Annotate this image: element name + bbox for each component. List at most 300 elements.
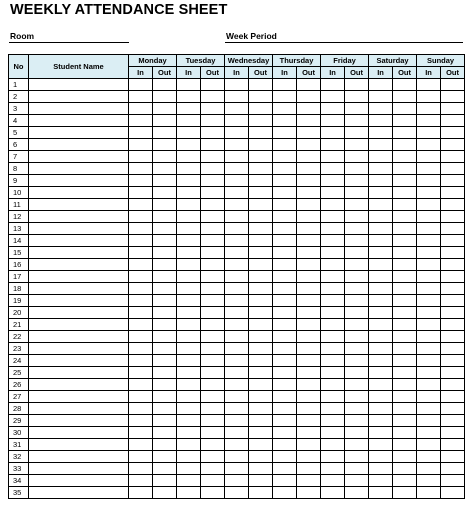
in-cell-thursday[interactable] <box>273 199 297 211</box>
in-cell-wednesday[interactable] <box>225 451 249 463</box>
out-cell-friday[interactable] <box>345 271 369 283</box>
in-cell-thursday[interactable] <box>273 187 297 199</box>
in-cell-friday[interactable] <box>321 79 345 91</box>
out-cell-saturday[interactable] <box>393 307 417 319</box>
out-cell-friday[interactable] <box>345 79 369 91</box>
out-cell-monday[interactable] <box>153 307 177 319</box>
in-cell-friday[interactable] <box>321 175 345 187</box>
out-cell-friday[interactable] <box>345 139 369 151</box>
out-cell-tuesday[interactable] <box>201 463 225 475</box>
in-cell-sunday[interactable] <box>417 403 441 415</box>
out-cell-friday[interactable] <box>345 115 369 127</box>
out-cell-wednesday[interactable] <box>249 247 273 259</box>
out-cell-tuesday[interactable] <box>201 259 225 271</box>
in-cell-monday[interactable] <box>129 91 153 103</box>
out-cell-thursday[interactable] <box>297 379 321 391</box>
out-cell-wednesday[interactable] <box>249 295 273 307</box>
in-cell-friday[interactable] <box>321 343 345 355</box>
in-cell-tuesday[interactable] <box>177 415 201 427</box>
out-cell-tuesday[interactable] <box>201 439 225 451</box>
out-cell-tuesday[interactable] <box>201 91 225 103</box>
out-cell-sunday[interactable] <box>441 271 465 283</box>
in-cell-tuesday[interactable] <box>177 259 201 271</box>
student-name-cell[interactable] <box>29 319 129 331</box>
out-cell-friday[interactable] <box>345 439 369 451</box>
out-cell-friday[interactable] <box>345 151 369 163</box>
out-cell-tuesday[interactable] <box>201 415 225 427</box>
out-cell-saturday[interactable] <box>393 403 417 415</box>
out-cell-saturday[interactable] <box>393 355 417 367</box>
out-cell-tuesday[interactable] <box>201 403 225 415</box>
student-name-cell[interactable] <box>29 139 129 151</box>
out-cell-sunday[interactable] <box>441 139 465 151</box>
in-cell-tuesday[interactable] <box>177 79 201 91</box>
in-cell-thursday[interactable] <box>273 391 297 403</box>
in-cell-tuesday[interactable] <box>177 319 201 331</box>
out-cell-monday[interactable] <box>153 367 177 379</box>
in-cell-monday[interactable] <box>129 331 153 343</box>
out-cell-tuesday[interactable] <box>201 475 225 487</box>
in-cell-friday[interactable] <box>321 439 345 451</box>
out-cell-monday[interactable] <box>153 343 177 355</box>
in-cell-monday[interactable] <box>129 319 153 331</box>
in-cell-monday[interactable] <box>129 283 153 295</box>
in-cell-wednesday[interactable] <box>225 175 249 187</box>
in-cell-saturday[interactable] <box>369 259 393 271</box>
in-cell-tuesday[interactable] <box>177 175 201 187</box>
in-cell-monday[interactable] <box>129 367 153 379</box>
out-cell-friday[interactable] <box>345 91 369 103</box>
out-cell-saturday[interactable] <box>393 343 417 355</box>
out-cell-thursday[interactable] <box>297 451 321 463</box>
out-cell-saturday[interactable] <box>393 331 417 343</box>
out-cell-sunday[interactable] <box>441 451 465 463</box>
out-cell-monday[interactable] <box>153 139 177 151</box>
out-cell-thursday[interactable] <box>297 187 321 199</box>
out-cell-monday[interactable] <box>153 475 177 487</box>
out-cell-thursday[interactable] <box>297 427 321 439</box>
in-cell-saturday[interactable] <box>369 223 393 235</box>
out-cell-friday[interactable] <box>345 355 369 367</box>
out-cell-friday[interactable] <box>345 463 369 475</box>
in-cell-saturday[interactable] <box>369 319 393 331</box>
out-cell-sunday[interactable] <box>441 199 465 211</box>
in-cell-friday[interactable] <box>321 415 345 427</box>
in-cell-friday[interactable] <box>321 115 345 127</box>
in-cell-tuesday[interactable] <box>177 343 201 355</box>
student-name-cell[interactable] <box>29 415 129 427</box>
in-cell-friday[interactable] <box>321 91 345 103</box>
in-cell-sunday[interactable] <box>417 115 441 127</box>
out-cell-thursday[interactable] <box>297 295 321 307</box>
in-cell-friday[interactable] <box>321 487 345 499</box>
in-cell-wednesday[interactable] <box>225 415 249 427</box>
in-cell-saturday[interactable] <box>369 211 393 223</box>
out-cell-friday[interactable] <box>345 199 369 211</box>
out-cell-wednesday[interactable] <box>249 475 273 487</box>
out-cell-saturday[interactable] <box>393 367 417 379</box>
in-cell-saturday[interactable] <box>369 199 393 211</box>
in-cell-wednesday[interactable] <box>225 439 249 451</box>
out-cell-tuesday[interactable] <box>201 391 225 403</box>
in-cell-friday[interactable] <box>321 427 345 439</box>
in-cell-thursday[interactable] <box>273 439 297 451</box>
in-cell-saturday[interactable] <box>369 283 393 295</box>
out-cell-saturday[interactable] <box>393 463 417 475</box>
out-cell-thursday[interactable] <box>297 79 321 91</box>
in-cell-thursday[interactable] <box>273 175 297 187</box>
in-cell-friday[interactable] <box>321 355 345 367</box>
out-cell-saturday[interactable] <box>393 223 417 235</box>
out-cell-tuesday[interactable] <box>201 115 225 127</box>
out-cell-saturday[interactable] <box>393 163 417 175</box>
out-cell-friday[interactable] <box>345 283 369 295</box>
in-cell-wednesday[interactable] <box>225 367 249 379</box>
in-cell-sunday[interactable] <box>417 223 441 235</box>
student-name-cell[interactable] <box>29 295 129 307</box>
in-cell-friday[interactable] <box>321 259 345 271</box>
in-cell-sunday[interactable] <box>417 343 441 355</box>
in-cell-wednesday[interactable] <box>225 199 249 211</box>
in-cell-monday[interactable] <box>129 439 153 451</box>
in-cell-monday[interactable] <box>129 139 153 151</box>
in-cell-friday[interactable] <box>321 451 345 463</box>
in-cell-sunday[interactable] <box>417 91 441 103</box>
in-cell-friday[interactable] <box>321 283 345 295</box>
in-cell-friday[interactable] <box>321 295 345 307</box>
out-cell-wednesday[interactable] <box>249 139 273 151</box>
in-cell-tuesday[interactable] <box>177 211 201 223</box>
in-cell-wednesday[interactable] <box>225 247 249 259</box>
out-cell-wednesday[interactable] <box>249 271 273 283</box>
in-cell-wednesday[interactable] <box>225 463 249 475</box>
out-cell-sunday[interactable] <box>441 283 465 295</box>
out-cell-thursday[interactable] <box>297 283 321 295</box>
out-cell-tuesday[interactable] <box>201 79 225 91</box>
in-cell-tuesday[interactable] <box>177 283 201 295</box>
student-name-cell[interactable] <box>29 451 129 463</box>
out-cell-wednesday[interactable] <box>249 391 273 403</box>
out-cell-sunday[interactable] <box>441 223 465 235</box>
out-cell-sunday[interactable] <box>441 259 465 271</box>
in-cell-friday[interactable] <box>321 463 345 475</box>
student-name-cell[interactable] <box>29 367 129 379</box>
out-cell-saturday[interactable] <box>393 271 417 283</box>
in-cell-wednesday[interactable] <box>225 163 249 175</box>
student-name-cell[interactable] <box>29 331 129 343</box>
out-cell-monday[interactable] <box>153 163 177 175</box>
in-cell-thursday[interactable] <box>273 475 297 487</box>
in-cell-tuesday[interactable] <box>177 475 201 487</box>
in-cell-friday[interactable] <box>321 235 345 247</box>
in-cell-thursday[interactable] <box>273 331 297 343</box>
out-cell-monday[interactable] <box>153 247 177 259</box>
out-cell-tuesday[interactable] <box>201 331 225 343</box>
out-cell-sunday[interactable] <box>441 151 465 163</box>
student-name-cell[interactable] <box>29 151 129 163</box>
in-cell-tuesday[interactable] <box>177 427 201 439</box>
out-cell-friday[interactable] <box>345 211 369 223</box>
out-cell-monday[interactable] <box>153 355 177 367</box>
in-cell-saturday[interactable] <box>369 343 393 355</box>
in-cell-monday[interactable] <box>129 427 153 439</box>
in-cell-thursday[interactable] <box>273 115 297 127</box>
out-cell-saturday[interactable] <box>393 247 417 259</box>
in-cell-thursday[interactable] <box>273 151 297 163</box>
out-cell-saturday[interactable] <box>393 439 417 451</box>
out-cell-thursday[interactable] <box>297 355 321 367</box>
in-cell-monday[interactable] <box>129 295 153 307</box>
in-cell-sunday[interactable] <box>417 319 441 331</box>
out-cell-saturday[interactable] <box>393 295 417 307</box>
in-cell-saturday[interactable] <box>369 427 393 439</box>
out-cell-monday[interactable] <box>153 391 177 403</box>
out-cell-sunday[interactable] <box>441 91 465 103</box>
in-cell-tuesday[interactable] <box>177 223 201 235</box>
in-cell-monday[interactable] <box>129 187 153 199</box>
out-cell-wednesday[interactable] <box>249 91 273 103</box>
in-cell-tuesday[interactable] <box>177 163 201 175</box>
student-name-cell[interactable] <box>29 487 129 499</box>
out-cell-friday[interactable] <box>345 127 369 139</box>
out-cell-thursday[interactable] <box>297 307 321 319</box>
in-cell-tuesday[interactable] <box>177 463 201 475</box>
in-cell-saturday[interactable] <box>369 307 393 319</box>
out-cell-thursday[interactable] <box>297 199 321 211</box>
out-cell-friday[interactable] <box>345 103 369 115</box>
in-cell-tuesday[interactable] <box>177 91 201 103</box>
out-cell-thursday[interactable] <box>297 259 321 271</box>
in-cell-tuesday[interactable] <box>177 331 201 343</box>
out-cell-monday[interactable] <box>153 151 177 163</box>
in-cell-monday[interactable] <box>129 391 153 403</box>
out-cell-thursday[interactable] <box>297 91 321 103</box>
out-cell-monday[interactable] <box>153 175 177 187</box>
out-cell-tuesday[interactable] <box>201 139 225 151</box>
out-cell-sunday[interactable] <box>441 427 465 439</box>
out-cell-sunday[interactable] <box>441 403 465 415</box>
student-name-cell[interactable] <box>29 439 129 451</box>
out-cell-friday[interactable] <box>345 319 369 331</box>
out-cell-tuesday[interactable] <box>201 271 225 283</box>
out-cell-thursday[interactable] <box>297 163 321 175</box>
in-cell-sunday[interactable] <box>417 295 441 307</box>
out-cell-thursday[interactable] <box>297 151 321 163</box>
out-cell-wednesday[interactable] <box>249 331 273 343</box>
in-cell-friday[interactable] <box>321 319 345 331</box>
in-cell-monday[interactable] <box>129 223 153 235</box>
in-cell-thursday[interactable] <box>273 235 297 247</box>
student-name-cell[interactable] <box>29 379 129 391</box>
student-name-cell[interactable] <box>29 199 129 211</box>
out-cell-thursday[interactable] <box>297 463 321 475</box>
in-cell-saturday[interactable] <box>369 127 393 139</box>
out-cell-saturday[interactable] <box>393 115 417 127</box>
out-cell-sunday[interactable] <box>441 307 465 319</box>
in-cell-wednesday[interactable] <box>225 427 249 439</box>
in-cell-tuesday[interactable] <box>177 103 201 115</box>
in-cell-thursday[interactable] <box>273 295 297 307</box>
out-cell-saturday[interactable] <box>393 127 417 139</box>
out-cell-wednesday[interactable] <box>249 223 273 235</box>
student-name-cell[interactable] <box>29 115 129 127</box>
out-cell-monday[interactable] <box>153 103 177 115</box>
in-cell-wednesday[interactable] <box>225 259 249 271</box>
out-cell-thursday[interactable] <box>297 391 321 403</box>
out-cell-thursday[interactable] <box>297 331 321 343</box>
out-cell-monday[interactable] <box>153 319 177 331</box>
in-cell-monday[interactable] <box>129 151 153 163</box>
in-cell-monday[interactable] <box>129 199 153 211</box>
in-cell-wednesday[interactable] <box>225 487 249 499</box>
in-cell-friday[interactable] <box>321 151 345 163</box>
in-cell-monday[interactable] <box>129 115 153 127</box>
out-cell-wednesday[interactable] <box>249 427 273 439</box>
out-cell-friday[interactable] <box>345 487 369 499</box>
in-cell-friday[interactable] <box>321 475 345 487</box>
in-cell-monday[interactable] <box>129 163 153 175</box>
out-cell-tuesday[interactable] <box>201 187 225 199</box>
in-cell-thursday[interactable] <box>273 271 297 283</box>
out-cell-wednesday[interactable] <box>249 187 273 199</box>
out-cell-friday[interactable] <box>345 247 369 259</box>
out-cell-sunday[interactable] <box>441 187 465 199</box>
out-cell-sunday[interactable] <box>441 343 465 355</box>
in-cell-saturday[interactable] <box>369 403 393 415</box>
in-cell-sunday[interactable] <box>417 283 441 295</box>
in-cell-sunday[interactable] <box>417 247 441 259</box>
in-cell-wednesday[interactable] <box>225 91 249 103</box>
out-cell-wednesday[interactable] <box>249 319 273 331</box>
in-cell-wednesday[interactable] <box>225 307 249 319</box>
out-cell-friday[interactable] <box>345 379 369 391</box>
in-cell-saturday[interactable] <box>369 391 393 403</box>
out-cell-saturday[interactable] <box>393 283 417 295</box>
student-name-cell[interactable] <box>29 79 129 91</box>
in-cell-monday[interactable] <box>129 103 153 115</box>
out-cell-friday[interactable] <box>345 163 369 175</box>
out-cell-thursday[interactable] <box>297 247 321 259</box>
student-name-cell[interactable] <box>29 427 129 439</box>
in-cell-sunday[interactable] <box>417 211 441 223</box>
out-cell-friday[interactable] <box>345 331 369 343</box>
in-cell-thursday[interactable] <box>273 79 297 91</box>
out-cell-tuesday[interactable] <box>201 211 225 223</box>
in-cell-saturday[interactable] <box>369 439 393 451</box>
out-cell-sunday[interactable] <box>441 475 465 487</box>
out-cell-friday[interactable] <box>345 391 369 403</box>
in-cell-thursday[interactable] <box>273 103 297 115</box>
in-cell-sunday[interactable] <box>417 331 441 343</box>
out-cell-thursday[interactable] <box>297 403 321 415</box>
in-cell-thursday[interactable] <box>273 139 297 151</box>
out-cell-sunday[interactable] <box>441 115 465 127</box>
in-cell-saturday[interactable] <box>369 151 393 163</box>
out-cell-friday[interactable] <box>345 367 369 379</box>
out-cell-thursday[interactable] <box>297 211 321 223</box>
out-cell-monday[interactable] <box>153 463 177 475</box>
in-cell-wednesday[interactable] <box>225 211 249 223</box>
out-cell-tuesday[interactable] <box>201 487 225 499</box>
in-cell-thursday[interactable] <box>273 379 297 391</box>
in-cell-friday[interactable] <box>321 139 345 151</box>
in-cell-thursday[interactable] <box>273 91 297 103</box>
out-cell-monday[interactable] <box>153 331 177 343</box>
in-cell-sunday[interactable] <box>417 175 441 187</box>
in-cell-wednesday[interactable] <box>225 139 249 151</box>
in-cell-tuesday[interactable] <box>177 367 201 379</box>
out-cell-sunday[interactable] <box>441 235 465 247</box>
out-cell-monday[interactable] <box>153 211 177 223</box>
in-cell-thursday[interactable] <box>273 403 297 415</box>
in-cell-saturday[interactable] <box>369 271 393 283</box>
in-cell-sunday[interactable] <box>417 271 441 283</box>
out-cell-friday[interactable] <box>345 259 369 271</box>
in-cell-thursday[interactable] <box>273 355 297 367</box>
in-cell-saturday[interactable] <box>369 331 393 343</box>
in-cell-tuesday[interactable] <box>177 391 201 403</box>
out-cell-thursday[interactable] <box>297 343 321 355</box>
in-cell-sunday[interactable] <box>417 187 441 199</box>
in-cell-wednesday[interactable] <box>225 475 249 487</box>
out-cell-saturday[interactable] <box>393 415 417 427</box>
in-cell-tuesday[interactable] <box>177 307 201 319</box>
in-cell-monday[interactable] <box>129 175 153 187</box>
out-cell-friday[interactable] <box>345 175 369 187</box>
out-cell-tuesday[interactable] <box>201 343 225 355</box>
out-cell-monday[interactable] <box>153 487 177 499</box>
in-cell-sunday[interactable] <box>417 127 441 139</box>
out-cell-tuesday[interactable] <box>201 235 225 247</box>
student-name-cell[interactable] <box>29 211 129 223</box>
in-cell-sunday[interactable] <box>417 139 441 151</box>
student-name-cell[interactable] <box>29 271 129 283</box>
out-cell-wednesday[interactable] <box>249 175 273 187</box>
in-cell-tuesday[interactable] <box>177 235 201 247</box>
in-cell-tuesday[interactable] <box>177 487 201 499</box>
student-name-cell[interactable] <box>29 163 129 175</box>
in-cell-saturday[interactable] <box>369 139 393 151</box>
in-cell-monday[interactable] <box>129 379 153 391</box>
out-cell-saturday[interactable] <box>393 139 417 151</box>
in-cell-saturday[interactable] <box>369 379 393 391</box>
in-cell-friday[interactable] <box>321 127 345 139</box>
in-cell-saturday[interactable] <box>369 247 393 259</box>
in-cell-thursday[interactable] <box>273 427 297 439</box>
out-cell-friday[interactable] <box>345 451 369 463</box>
out-cell-friday[interactable] <box>345 475 369 487</box>
in-cell-tuesday[interactable] <box>177 127 201 139</box>
out-cell-monday[interactable] <box>153 427 177 439</box>
in-cell-sunday[interactable] <box>417 439 441 451</box>
in-cell-friday[interactable] <box>321 391 345 403</box>
out-cell-thursday[interactable] <box>297 235 321 247</box>
in-cell-tuesday[interactable] <box>177 115 201 127</box>
out-cell-sunday[interactable] <box>441 439 465 451</box>
in-cell-thursday[interactable] <box>273 343 297 355</box>
in-cell-wednesday[interactable] <box>225 319 249 331</box>
in-cell-thursday[interactable] <box>273 211 297 223</box>
out-cell-tuesday[interactable] <box>201 175 225 187</box>
week-period-field[interactable] <box>225 42 463 43</box>
student-name-cell[interactable] <box>29 247 129 259</box>
in-cell-saturday[interactable] <box>369 175 393 187</box>
in-cell-friday[interactable] <box>321 307 345 319</box>
out-cell-monday[interactable] <box>153 295 177 307</box>
out-cell-wednesday[interactable] <box>249 367 273 379</box>
in-cell-wednesday[interactable] <box>225 187 249 199</box>
in-cell-saturday[interactable] <box>369 115 393 127</box>
